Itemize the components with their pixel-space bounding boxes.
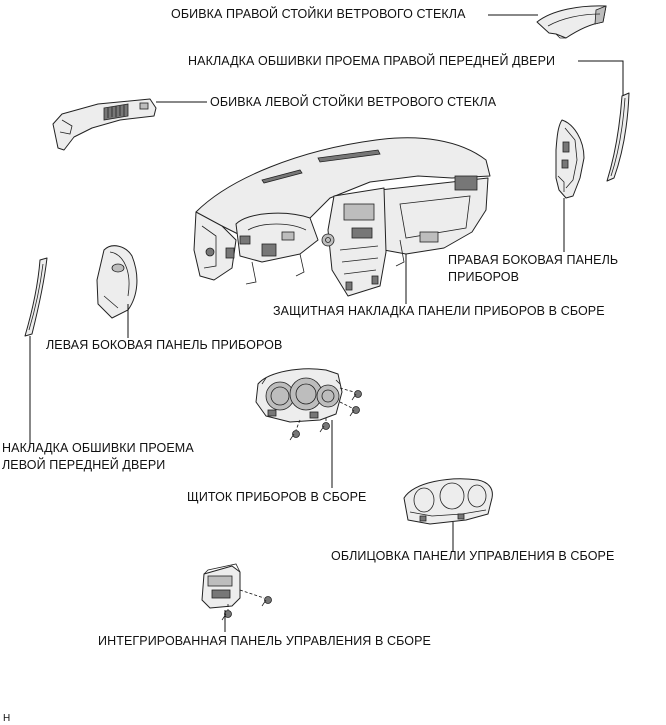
- integrated-panel-label: ИНТЕГРИРОВАННАЯ ПАНЕЛЬ УПРАВЛЕНИЯ В СБОРЕ: [98, 634, 431, 648]
- right-door-trim-leader: [578, 61, 623, 96]
- left-door-trim-label-line2: ЛЕВОЙ ПЕРЕДНЕЙ ДВЕРИ: [2, 458, 166, 472]
- bezel-part: [404, 479, 492, 524]
- cluster-part: [256, 369, 342, 422]
- bezel-label: ОБЛИЦОВКА ПАНЕЛИ УПРАВЛЕНИЯ В СБОРЕ: [331, 549, 615, 563]
- right-door-trim-label: НАКЛАДКА ОБШИВКИ ПРОЕМА ПРАВОЙ ПЕРЕДНЕЙ ДВЕРИ: [188, 54, 556, 68]
- left-door-trim-label-line1: НАКЛАДКА ОБШИВКИ ПРОЕМА: [2, 441, 194, 455]
- left-pillar-garnish-part: [53, 99, 156, 150]
- right-pillar-label: ОБИВКА ПРАВОЙ СТОЙКИ ВЕТРОВОГО СТЕКЛА: [171, 7, 466, 21]
- instrument-panel-pad-label: ЗАЩИТНАЯ НАКЛАДКА ПАНЕЛИ ПРИБОРОВ В СБОРЕ: [273, 304, 605, 318]
- instrument-panel-pad-part: [194, 138, 490, 296]
- left-door-trim-part: [25, 258, 47, 336]
- left-side-panel-part: [97, 246, 137, 318]
- cluster-label: ЩИТОК ПРИБОРОВ В СБОРЕ: [187, 490, 367, 504]
- right-side-panel-label-line1: ПРАВАЯ БОКОВАЯ ПАНЕЛЬ: [448, 253, 619, 267]
- right-pillar-garnish-part: [537, 6, 606, 38]
- integrated-panel-part: [202, 564, 240, 608]
- corner-code: H: [3, 713, 11, 724]
- right-side-panel-part: [556, 120, 584, 198]
- right-side-panel-label-line2: ПРИБОРОВ: [448, 270, 520, 284]
- right-door-trim-part: [607, 93, 629, 181]
- left-pillar-label: ОБИВКА ЛЕВОЙ СТОЙКИ ВЕТРОВОГО СТЕКЛА: [210, 95, 497, 109]
- left-side-panel-label: ЛЕВАЯ БОКОВАЯ ПАНЕЛЬ ПРИБОРОВ: [46, 338, 283, 352]
